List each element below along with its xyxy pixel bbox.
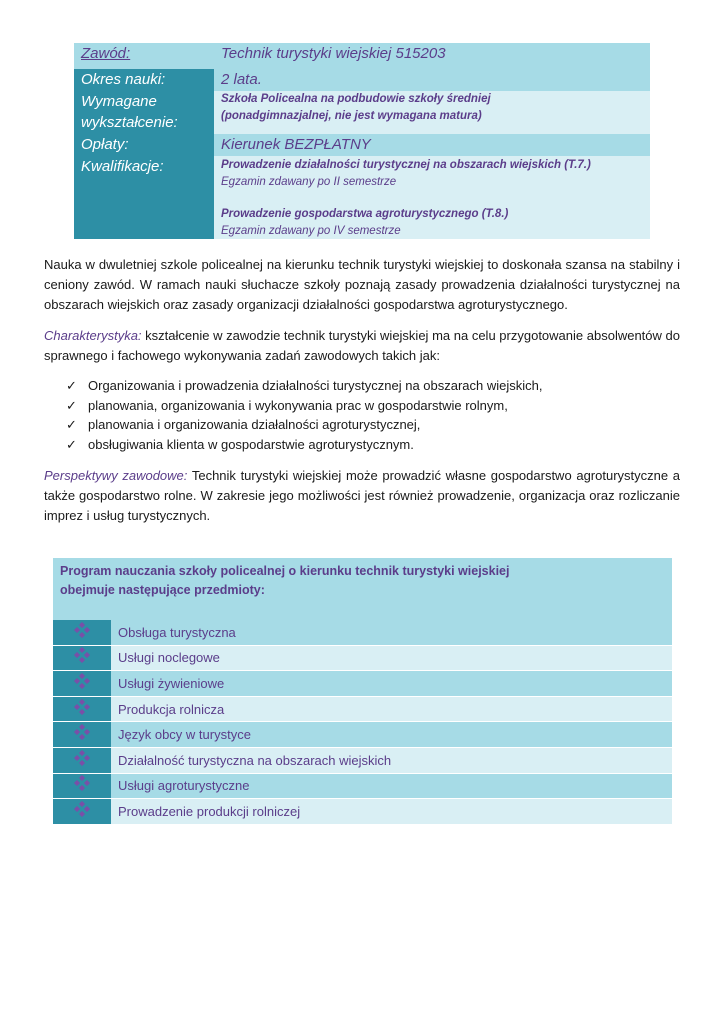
subject-label: Produkcja rolnicza: [111, 696, 672, 722]
info-table: [74, 43, 650, 239]
table-row: [53, 696, 672, 722]
subject-label: Usługi agroturystyczne: [111, 773, 672, 799]
diamond-bullet-icon: [53, 747, 111, 773]
subject-label: Działalność turystyczna na obszarach wiejskich: [111, 747, 672, 773]
oplaty-value: Kierunek BEZPŁATNY: [214, 134, 650, 156]
diamond-bullet-icon: [53, 696, 111, 722]
oplaty-label: Opłaty:: [74, 134, 214, 156]
row-kwalifikacje: [74, 156, 650, 239]
list-item: ✓ planowania, organizowania i wykonywania prac w gospodarstwie rolnym,: [66, 396, 543, 416]
checkmark-icon: ✓: [66, 417, 77, 432]
wymagane-value-1: Szkoła Policealna na podbudowie szkoły średniej: [221, 93, 491, 105]
subject-label: Usługi żywieniowe: [111, 671, 672, 697]
table-row: [53, 671, 672, 697]
row-zawod: [74, 43, 650, 69]
task-list: [66, 376, 543, 454]
charakterystyka-text: kształcenie w zawodzie technik turystyki wiejskiej ma na celu przygotowanie absolwentów do sprawnego i fachowego wykonywania zadań zawodowych takich jak:: [44, 328, 680, 363]
okres-label: Okres nauki:: [74, 69, 214, 91]
subject-label: Prowadzenie produkcji rolniczej: [111, 799, 672, 825]
row-oplaty: [74, 134, 650, 156]
table-row: [53, 620, 672, 645]
kwalifikacje-label: Kwalifikacje:: [74, 156, 214, 239]
program-table: [53, 558, 672, 825]
subject-label: Obsługa turystyczna: [111, 620, 672, 645]
okres-value: 2 lata.: [214, 69, 650, 91]
program-header-row: [53, 558, 672, 620]
diamond-bullet-icon: [53, 799, 111, 825]
program-heading: Program nauczania szkoły policealnej o kierunku technik turystyki wiejskiej obejmuje następujące przedmioty:: [53, 558, 672, 620]
subject-label: Język obcy w turystyce: [111, 722, 672, 748]
checkmark-icon: ✓: [66, 397, 77, 413]
charakterystyka-paragraph: Charakterystyka: kształcenie w zawodzie technik turystyki wiejskiej ma na celu przygotowanie absolwentów do sprawnego i fachowego wykonywania zadań zawodowych takich jak:: [44, 328, 680, 363]
checkmark-icon: ✓: [66, 378, 77, 393]
kwalifikacja-1: Prowadzenie działalności turystycznej na obszarach wiejskich (T.7.): [221, 159, 591, 171]
table-row: [53, 645, 672, 671]
list-item: ✓ planowania i organizowania działalności agroturystycznej,: [66, 415, 543, 435]
checkmark-icon: ✓: [66, 436, 77, 452]
diamond-bullet-icon: [53, 620, 111, 645]
kwalifikacja-1-note: Egzamin zdawany po II semestrze: [221, 176, 397, 188]
list-item: ✓ Organizowania i prowadzenia działalności turystycznej na obszarach wiejskich,: [66, 376, 543, 396]
perspektywy-paragraph: Perspektywy zawodowe: Technik turystyki wiejskiej może prowadzić własne gospodarstwo agroturystyczne a także gospodarstwo rolne. W zakresie jego możliwości jest również prowadzenie, organizacja oraz rozliczanie imprez i usług turystycznych.: [44, 468, 680, 523]
diamond-bullet-icon: [53, 671, 111, 697]
list-item: ✓ obsługiwania klienta w gospodarstwie agroturystycznym.: [66, 435, 543, 455]
diamond-bullet-icon: [53, 722, 111, 748]
perspektywy-label: Perspektywy zawodowe: [44, 468, 184, 483]
table-row: [53, 747, 672, 773]
table-row: [53, 799, 672, 825]
table-row: [53, 773, 672, 799]
zawod-label: Zawód:: [74, 43, 214, 69]
kwalifikacja-2-note: Egzamin zdawany po IV semestrze: [221, 225, 401, 237]
diamond-bullet-icon: [53, 645, 111, 671]
subject-label: Usługi noclegowe: [111, 645, 672, 671]
diamond-bullet-icon: [53, 773, 111, 799]
perspektywy-text: Technik turystyki wiejskiej może prowadzić własne gospodarstwo agroturystyczne a także gospodarstwo rolne. W zakresie jego możliwości jest również prowadzenie, organizacja oraz rozliczanie imprez i usług turystycznych.: [44, 468, 680, 523]
wymagane-value-2: (ponadgimnazjalnej, nie jest wymagana matura): [221, 110, 482, 122]
charakterystyka-label: Charakterystyka: [44, 328, 138, 343]
zawod-value: Technik turystyki wiejskiej 515203: [214, 43, 650, 69]
intro-paragraph: Nauka w dwuletniej szkole policealnej na kierunku technik turystyki wiejskiej to doskonała szansa na stabilny i ceniony zawód. W ramach nauki słuchacze szkoły poznają zasady prowadzenia działalności turystycznej na obszarach wiejskich oraz zasady organizacji działalności gospodarstwa agroturystycznego.: [44, 257, 680, 312]
table-row: [53, 722, 672, 748]
row-okres: [74, 69, 650, 91]
row-wymagane: [74, 91, 650, 134]
wymagane-label: Wymagane wykształcenie:: [74, 91, 214, 134]
kwalifikacja-2: Prowadzenie gospodarstwa agroturystycznego (T.8.): [221, 208, 509, 220]
